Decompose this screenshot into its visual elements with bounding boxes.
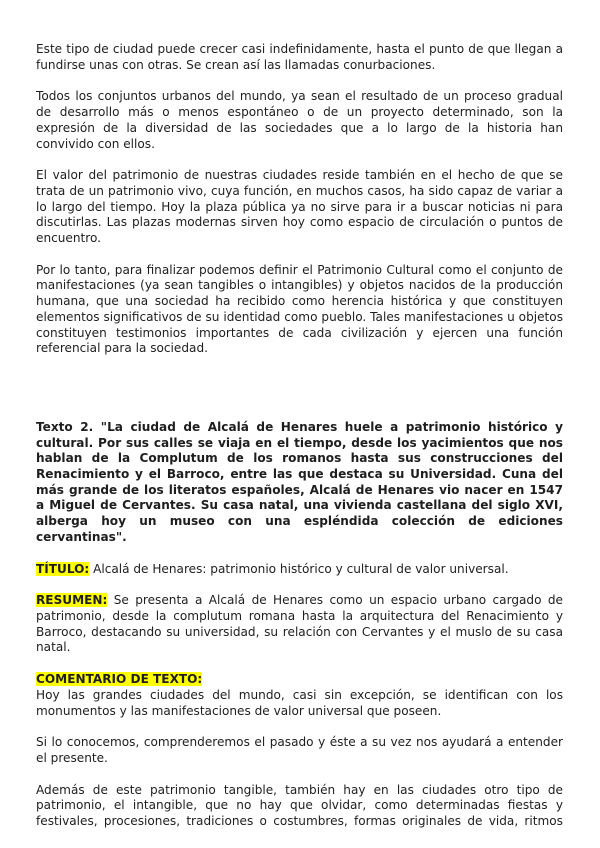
resumen-paragraph [36,593,563,656]
comentario-paragraph-1: Hoy las grandes ciudades del mundo, casi sin excepción, se identifican con los monumentos y las manifestaciones de valor universal que poseen. [36,687,563,718]
comentario-label: COMENTARIO DE TEXTO: [36,672,203,687]
comentario-paragraph-2: Si lo conocemos, comprenderemos el pasado y éste a su vez nos ayudará a entender el presente. [36,735,563,765]
comentario-paragraph-3: Además de este patrimonio tangible, también hay en las ciudades otro tipo de patrimonio, el intangible, que no hay que olvidar, como determinadas fiestas y festivales, procesiones, tradiciones o costumbres, formas originales de vida, ritmos [36,782,563,829]
titulo-line [36,562,563,578]
texto-2-quote: Texto 2. "La ciudad de Alcalá de Henares huele a patrimonio histórico y cultural. Por sus calles se viaja en el tiempo, desde los yacimientos que nos hablan de la Complutum de los romanos hasta sus construcciones del Renacimiento y el Barroco, entre las que destaca su Universidad. Cuna del más grande de los literatos españoles, Alcalá de Henares vio nacer en 1547 a Miguel de Cervantes. Su casa natal, una vivienda castellana del siglo XVI, alberga hoy un museo con una espléndida colección de ediciones cervantinas". [36,419,563,544]
paragraph-patrimonio-cultural: Por lo tanto, para finalizar podemos definir el Patrimonio Cultural como el conjunto de manifestaciones (ya sean tangibles o intangibles) y objetos nacidos de la producción humana, que una sociedad ha recibido como herencia histórica y que constituyen elementos significativos de su identidad como pueblo. Tales manifestaciones u objetos constituyen testimonios importantes de cada civilización y ejercen una función referencial para la sociedad. [36,262,563,356]
resumen-text: Se presenta a Alcalá de Henares como un espacio urbano cargado de patrimonio, desde la complutum romana hasta la arquitectura del Renacimiento y Barroco, destacando su universidad, su relación con Cervantes y el muslo de su casa natal. [36,593,563,655]
document-page [36,42,563,830]
paragraph-patrimonio-vivo: El valor del patrimonio de nuestras ciudades reside también en el hecho de que se trata de un patrimonio vivo, cuya función, en muchos casos, ha sido capaz de variar a lo largo del tiempo. Hoy la plaza pública ya no sirve para ir a buscar noticias ni para discutirlas. Las plazas modernas sirven hoy como espacio de circulación o puntos de encuentro. [36,168,563,246]
paragraph-conurbaciones: Este tipo de ciudad puede crecer casi indefinidamente, hasta el punto de que llegan a fundirse unas con otras. Se crean así las llamadas conurbaciones. [36,42,563,72]
comentario-heading [36,672,563,688]
resumen-label: RESUMEN: [36,593,108,608]
paragraph-conjuntos-urbanos: Todos los conjuntos urbanos del mundo, ya sean el resultado de un proceso gradual de desarrollo más o menos espontáneo o de un proyecto determinado, son la expresión de la diversidad de las sociedades que a lo largo de la historia han convivido con ellos. [36,89,563,151]
titulo-label: TÍTULO: [36,561,90,576]
titulo-text: Alcalá de Henares: patrimonio histórico y cultural de valor universal. [89,561,509,576]
